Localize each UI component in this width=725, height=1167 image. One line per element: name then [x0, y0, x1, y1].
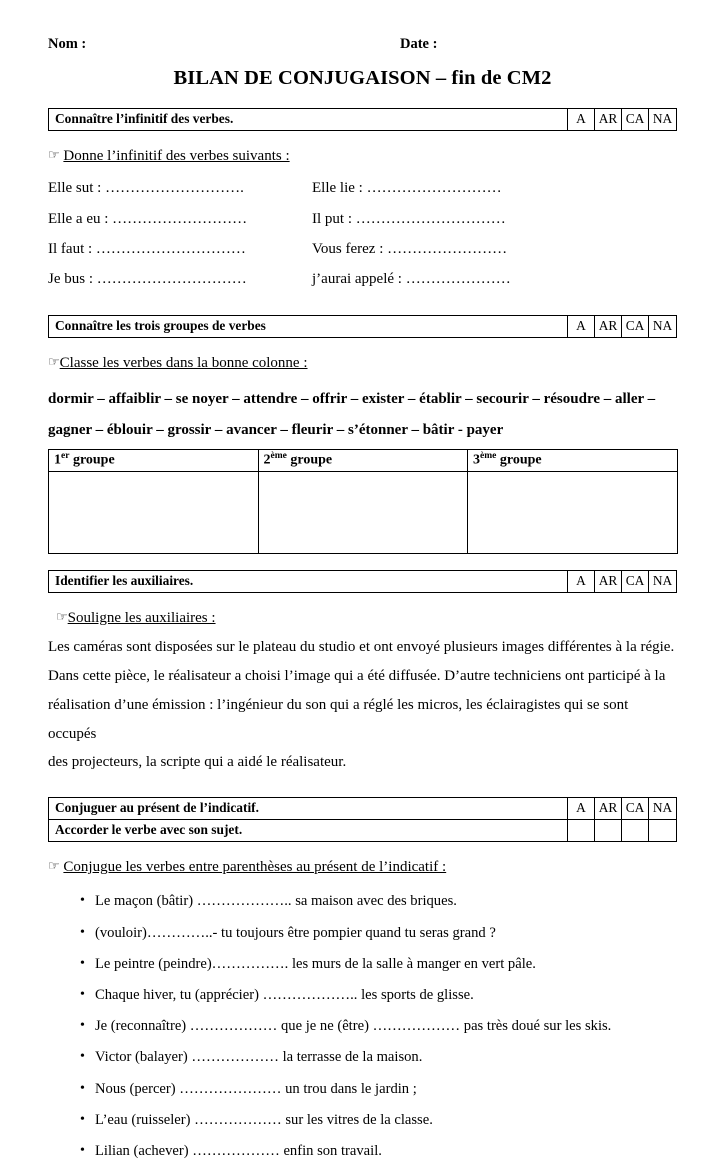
verb-list	[48, 384, 677, 446]
infinitive-fill-grid	[48, 173, 677, 295]
instruction-text: Souligne les auxiliaires :	[67, 610, 216, 627]
list-item[interactable]: • Victor (balayer) ……………… la terrasse de la maison.	[48, 1042, 677, 1073]
fill-row	[48, 173, 677, 203]
competency-label: Connaître les trois groupes de verbes	[49, 316, 568, 337]
grade-cell-a[interactable]: A	[568, 798, 595, 819]
competency-label: Identifier les auxiliaires.	[49, 571, 568, 592]
paragraph-line: réalisation d’une émission : l’ingénieur du son qui a réglé les micros, les éclairagistes qui se sont occupés	[48, 696, 629, 742]
pointing-hand-icon: ☞	[48, 353, 60, 369]
fill-left[interactable]: Elle sut : ……………………….	[48, 180, 244, 197]
grade-cell-ca[interactable]: CA	[622, 316, 649, 337]
verb-line-2: gagner – éblouir – grossir – avancer – fleurir – s’étonner – bâtir - payer	[48, 421, 504, 438]
grade-cell-ar[interactable]: AR	[595, 109, 622, 130]
list-item[interactable]: • L’eau (ruisseler) ……………… sur les vitres de la classe.	[48, 1105, 677, 1136]
grade-cell-a[interactable]: A	[568, 316, 595, 337]
fill-left[interactable]: Il faut : …………………………	[48, 240, 246, 257]
grade-cell-ar[interactable]: AR	[595, 316, 622, 337]
grade-cell-ca[interactable]: CA	[622, 798, 649, 819]
grade-cell-na[interactable]: NA	[652, 111, 673, 126]
instruction-text: Conjugue les verbes entre parenthèses au présent de l’indicatif :	[63, 859, 447, 876]
list-item[interactable]: • Le peintre (peindre)……………. les murs de la salle à manger en vert pâle.	[48, 949, 677, 980]
list-item[interactable]: • Le maçon (bâtir) ……………….. sa maison avec des briques.	[48, 886, 677, 917]
competency-bar-infinitif	[48, 108, 677, 131]
grade-cell-ca[interactable]: CA	[622, 571, 649, 592]
competency-row-conjuguer	[49, 798, 676, 820]
group-answer-cell-3[interactable]	[468, 472, 678, 554]
competency-bar-present	[48, 797, 677, 842]
competency-label: Accorder le verbe avec son sujet.	[49, 820, 568, 841]
instruction-text: Classe les verbes dans la bonne colonne :	[59, 354, 308, 371]
group-answer-cell-2[interactable]	[258, 472, 468, 554]
list-item[interactable]: • Je (reconnaître) ……………… que je ne (être) ……………… pas très doué sur les skis.	[48, 1011, 677, 1042]
paragraph-line: Dans cette pièce, le réalisateur a choisi l’image qui a été diffusée. D’autre techniciens ont participé à la	[48, 667, 666, 684]
table-answer-row	[49, 472, 678, 554]
grade-cell-na-empty[interactable]	[649, 820, 676, 841]
instruction-groupes	[48, 354, 308, 372]
verb-groups-table	[48, 449, 678, 554]
competency-row-accorder	[49, 820, 676, 841]
instruction-present	[48, 858, 446, 876]
competency-label: Conjuguer au présent de l’indicatif.	[49, 798, 568, 819]
competency-bar-groupes	[48, 315, 677, 338]
competency-bar-auxiliaires	[48, 570, 677, 593]
paragraph-line: Les caméras sont disposées sur le plateau du studio et ont envoyé plusieurs images différentes à la régie.	[48, 639, 675, 656]
list-item[interactable]: • (vouloir)…………..- tu toujours être pompier quand tu seras grand ?	[48, 918, 677, 949]
grade-cell-na[interactable]: NA	[652, 317, 673, 333]
grade-cell-ca-empty[interactable]	[622, 820, 649, 841]
grade-cell-na[interactable]: NA	[652, 800, 673, 816]
grade-cell-ar-empty[interactable]	[595, 820, 622, 841]
fill-row	[48, 204, 677, 234]
fill-right[interactable]: Vous ferez : ……………………	[312, 240, 508, 257]
table-header-row	[49, 450, 678, 472]
page-title: BILAN DE CONJUGAISON – fin de CM2	[173, 67, 552, 89]
fill-right[interactable]: Il put : …………………………	[312, 210, 506, 227]
student-name-label: Nom :	[48, 36, 87, 52]
paragraph-line: des projecteurs, la scripte qui a aidé le réalisateur.	[48, 754, 347, 771]
instruction-infinitif	[48, 147, 290, 165]
fill-row	[48, 234, 677, 264]
grade-cell-a-empty[interactable]	[568, 820, 595, 841]
group-answer-cell-1[interactable]	[49, 472, 259, 554]
fill-left[interactable]: Elle a eu : ………………………	[48, 210, 248, 227]
fill-row	[48, 264, 677, 294]
list-item[interactable]: • Chaque hiver, tu (apprécier) ……………….. les sports de glisse.	[48, 980, 677, 1011]
group-header-1: 1er groupe	[49, 450, 259, 472]
instruction-auxiliaires	[56, 609, 216, 627]
grade-cell-ar[interactable]: AR	[595, 798, 622, 819]
date-label: Date :	[400, 36, 438, 52]
pointing-hand-icon: ☞	[56, 609, 68, 625]
identity-line	[48, 36, 677, 53]
conjugation-exercise-list	[48, 886, 677, 1167]
pointing-hand-icon: ☞	[48, 147, 60, 163]
grade-cell-a[interactable]: A	[568, 109, 595, 130]
group-header-3: 3ème groupe	[468, 450, 678, 472]
grade-cell-na[interactable]: NA	[652, 573, 673, 589]
grade-cell-ca[interactable]: CA	[622, 109, 649, 130]
pointing-hand-icon: ☞	[48, 858, 60, 874]
instruction-text: Donne l’infinitif des verbes suivants :	[63, 148, 290, 165]
fill-right[interactable]: Elle lie : ………………………	[312, 180, 502, 197]
grade-cell-a[interactable]: A	[568, 571, 595, 592]
group-header-2: 2ème groupe	[258, 450, 468, 472]
competency-label: Connaître l’infinitif des verbes.	[49, 109, 568, 130]
auxiliaires-paragraph	[48, 633, 677, 777]
fill-right[interactable]: j’aurai appelé : …………………	[312, 271, 511, 288]
grade-cell-ar[interactable]: AR	[595, 571, 622, 592]
fill-left[interactable]: Je bus : …………………………	[48, 271, 247, 288]
list-item[interactable]: • Lilian (achever) ……………… enfin son travail.	[48, 1136, 677, 1167]
list-item[interactable]: • Nous (percer) ………………… un trou dans le jardin ;	[48, 1074, 677, 1105]
verb-line-1: dormir – affaiblir – se noyer – attendre – offrir – exister – établir – secourir – résoudre – aller –	[48, 390, 656, 407]
